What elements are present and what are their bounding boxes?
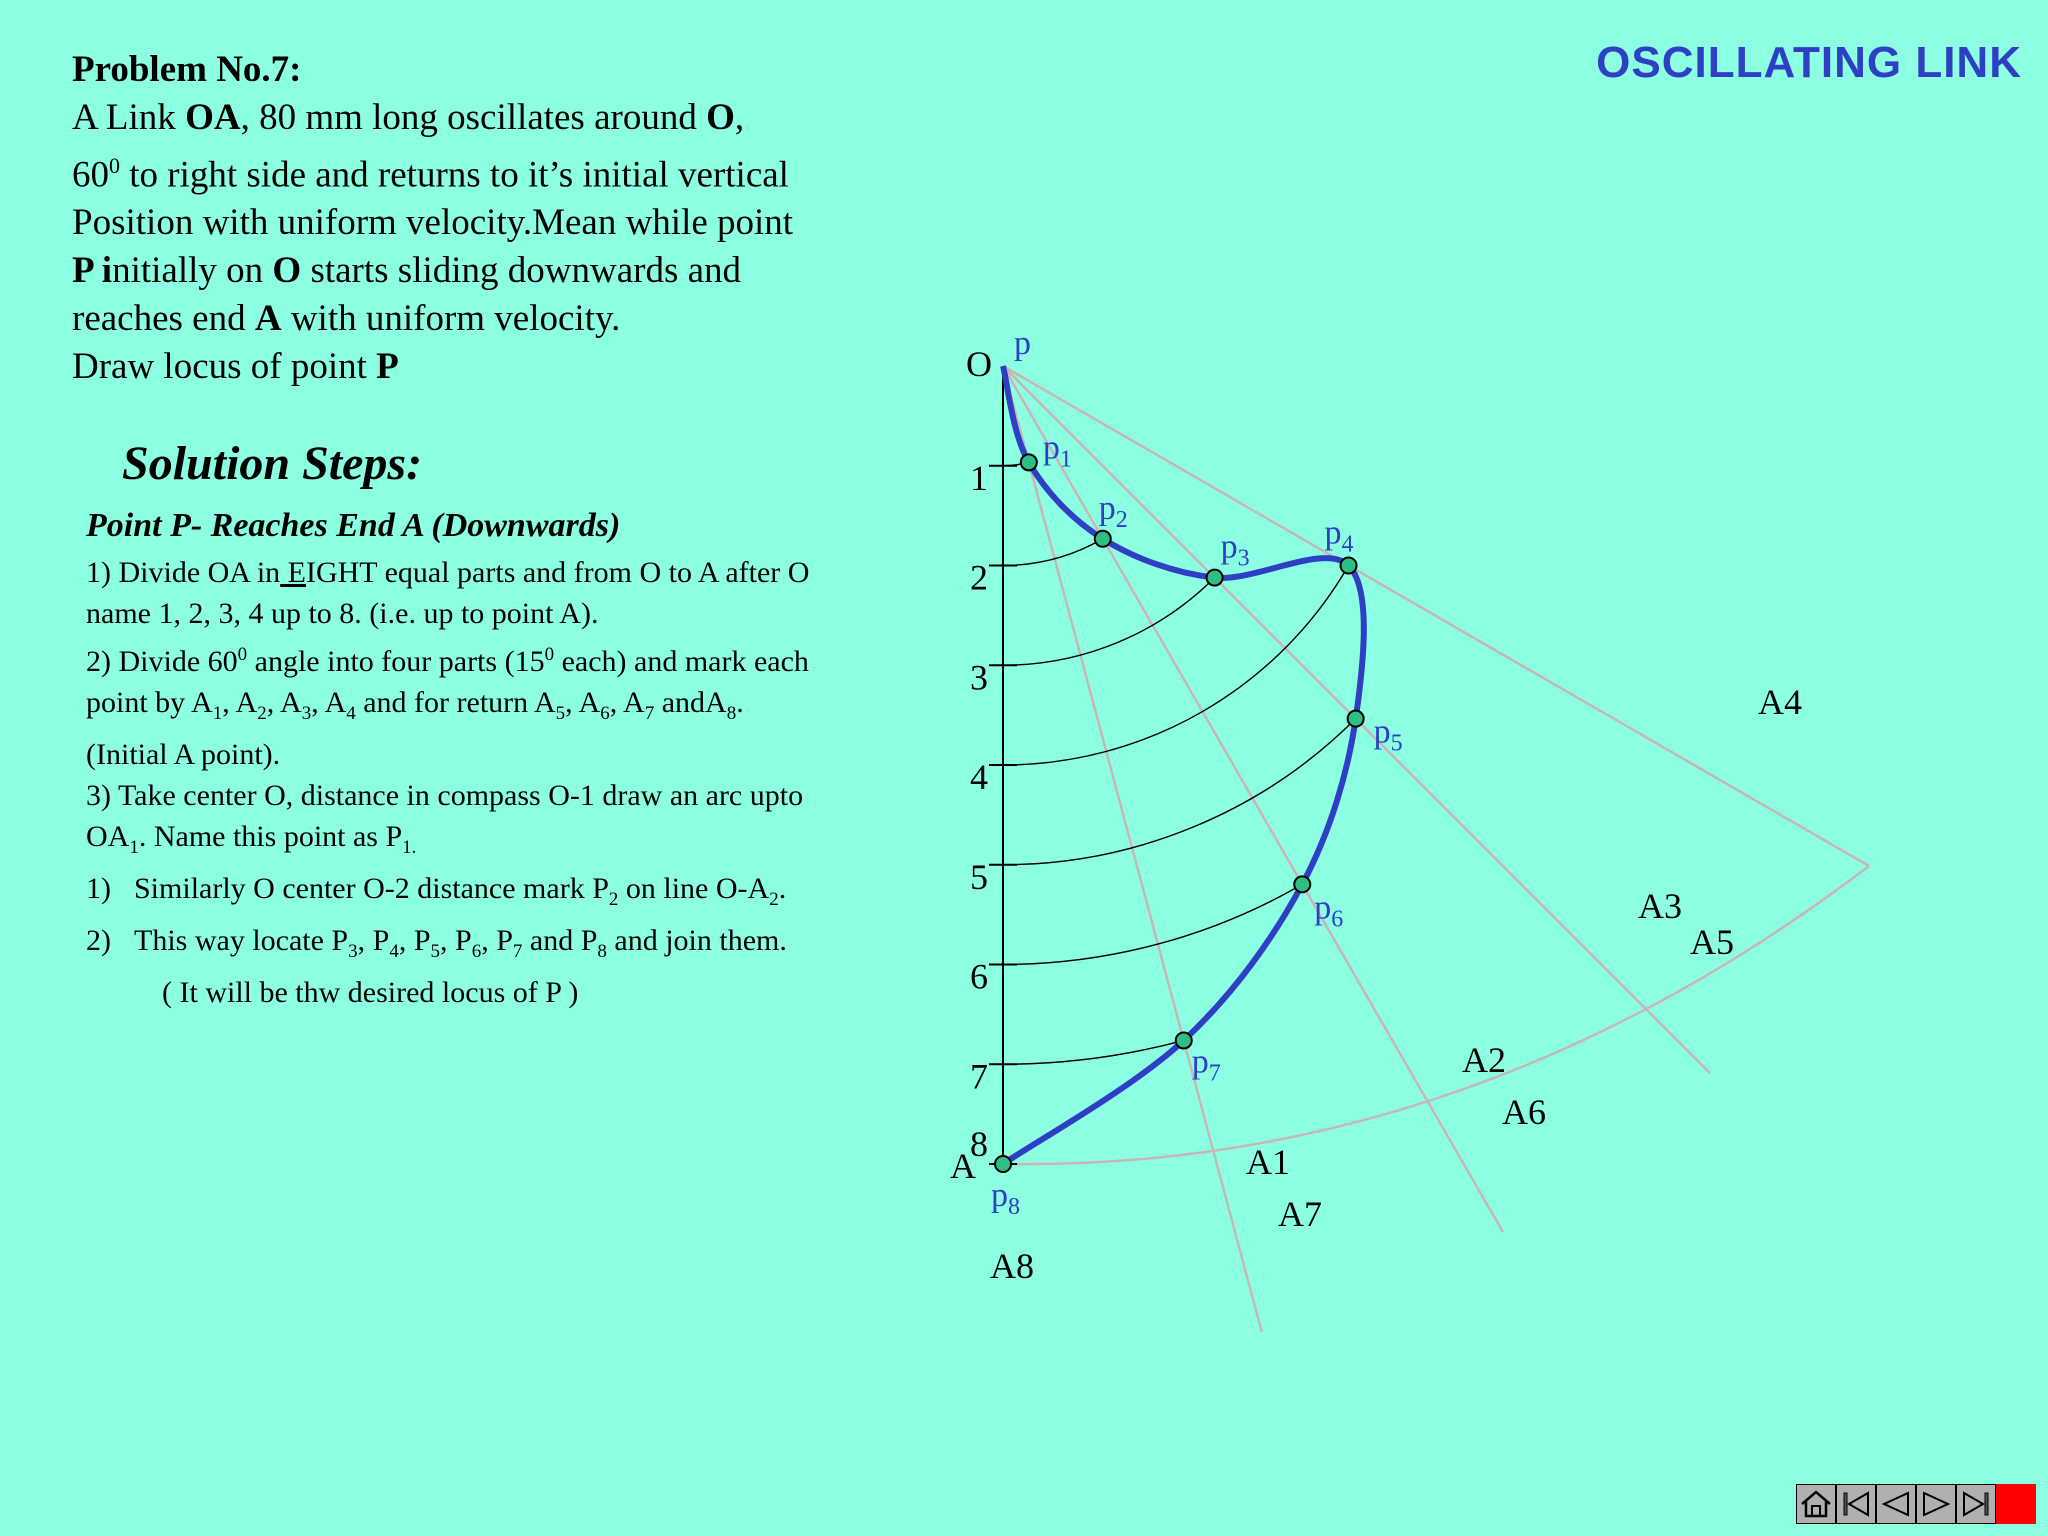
step-line: 1) Similarly O center O-2 distance mark $P_2$ on line $O-A_2$. [86,872,787,910]
end-point-label: A [950,1146,976,1186]
end-show-button[interactable] [1996,1484,2036,1524]
label-p6: $p_6$ [1314,889,1344,933]
problem-line: $60^0$ to right side and returns to it’s initial vertical [72,153,789,196]
first-icon [1839,1489,1873,1519]
label-p5: $p_5$ [1373,713,1403,757]
step-line: 2) This way locate $P_3$, $P_4$, $P_5$, $P_6$, $P_7$ and $P_8$ and join them. [86,924,787,962]
division-label-4: 4 [970,757,988,797]
problem-line: P initially on O starts sliding downwards and [72,250,742,292]
solution-subheading: Point P- Reaches End A (Downwards) [86,507,621,544]
last-slide-button[interactable] [1956,1484,1996,1524]
locus-point-p1 [1021,454,1037,470]
locus-point-p6 [1294,876,1310,892]
locus-point-p4 [1341,558,1357,574]
locus-point-p2 [1095,531,1111,547]
division-label-1: 1 [970,457,988,498]
home-icon [1799,1489,1833,1519]
home-button[interactable] [1796,1484,1836,1524]
compass-arc-5 [1003,719,1356,865]
division-label-3: 3 [970,657,988,698]
label-p4: $p_4$ [1324,514,1354,558]
problem-line: A Link OA, 80 mm long oscillates around O, [72,97,745,138]
division-label-8: 8 [970,1124,988,1164]
label-p2: $p_2$ [1098,489,1128,533]
construction-arcs [1003,462,1356,1064]
construction-ray-1 [1003,366,1262,1332]
locus-point-p7 [1176,1032,1192,1048]
division-label-6: 6 [970,956,988,997]
step-line: 3) Take center O, distance in compass O-1 draw an arc upto [86,779,804,812]
previous-icon [1879,1489,1913,1519]
page-title: OSCILLATING LINK [1596,38,2022,87]
locus-point-p8 [995,1156,1011,1172]
construction-ray-4 [1003,366,1869,866]
division-label-5: 5 [970,856,988,897]
swing-arc [1003,866,1869,1164]
label-a6: A6 [1502,1092,1546,1132]
origin-label: O [966,344,992,384]
label-p8: $p_8$ [991,1177,1020,1220]
problem-line: reaches end A with uniform velocity. [72,298,621,340]
step-line: $OA_1$. Name this point as $P_{1.}$ [86,820,417,858]
label-a2: A2 [1462,1040,1506,1080]
label-p: p [1014,325,1031,362]
locus-point-p5 [1348,711,1364,727]
label-a5: A5 [1690,922,1734,962]
next-icon [1919,1489,1953,1519]
diagram-labels [950,325,1802,1286]
problem-heading: Problem No.7: [72,49,302,90]
next-slide-button[interactable] [1916,1484,1956,1524]
locus-point-p3 [1207,570,1223,586]
step-line: 1) Divide OA in EIGHT equal parts and from O to A after O [86,556,810,589]
step-line: name 1, 2, 3, 4 up to 8. (i.e. up to point A). [86,597,599,630]
division-label-2: 2 [970,557,988,598]
construction-lines [1003,366,1869,1332]
label-p7: $p_7$ [1191,1043,1221,1087]
label-a3: A3 [1638,886,1682,926]
solution-heading: Solution Steps: [122,437,423,490]
label-a8: A8 [990,1246,1034,1286]
previous-slide-button[interactable] [1876,1484,1916,1524]
first-slide-button[interactable] [1836,1484,1876,1524]
slide-navigation [1796,1484,2036,1526]
label-a7: A7 [1278,1194,1322,1234]
label-p1: $p_1$ [1042,429,1072,473]
stop-icon [1999,1489,2033,1519]
problem-line: Draw locus of point P [72,346,399,388]
label-p3: $p_3$ [1220,528,1250,572]
step-line: point by $A_1$, $A_2$, $A_3$, $A_4$ and for return $A_5$, $A_6$, $A_7$ andA$_8$. [86,686,744,724]
step-line: ( It will be thw desired locus of P ) [162,976,579,1009]
label-a1: A1 [1246,1142,1290,1182]
problem-line: Position with uniform velocity.Mean while point [72,202,794,244]
step-line: (Initial A point). [86,738,281,771]
label-a4: A4 [1758,682,1802,722]
division-label-7: 7 [970,1056,988,1097]
compass-arc-3 [1003,578,1215,666]
step-line: 2) Divide $60^0$ angle into four parts ($15^0$ each) and mark each [86,644,809,678]
last-icon [1959,1489,1993,1519]
